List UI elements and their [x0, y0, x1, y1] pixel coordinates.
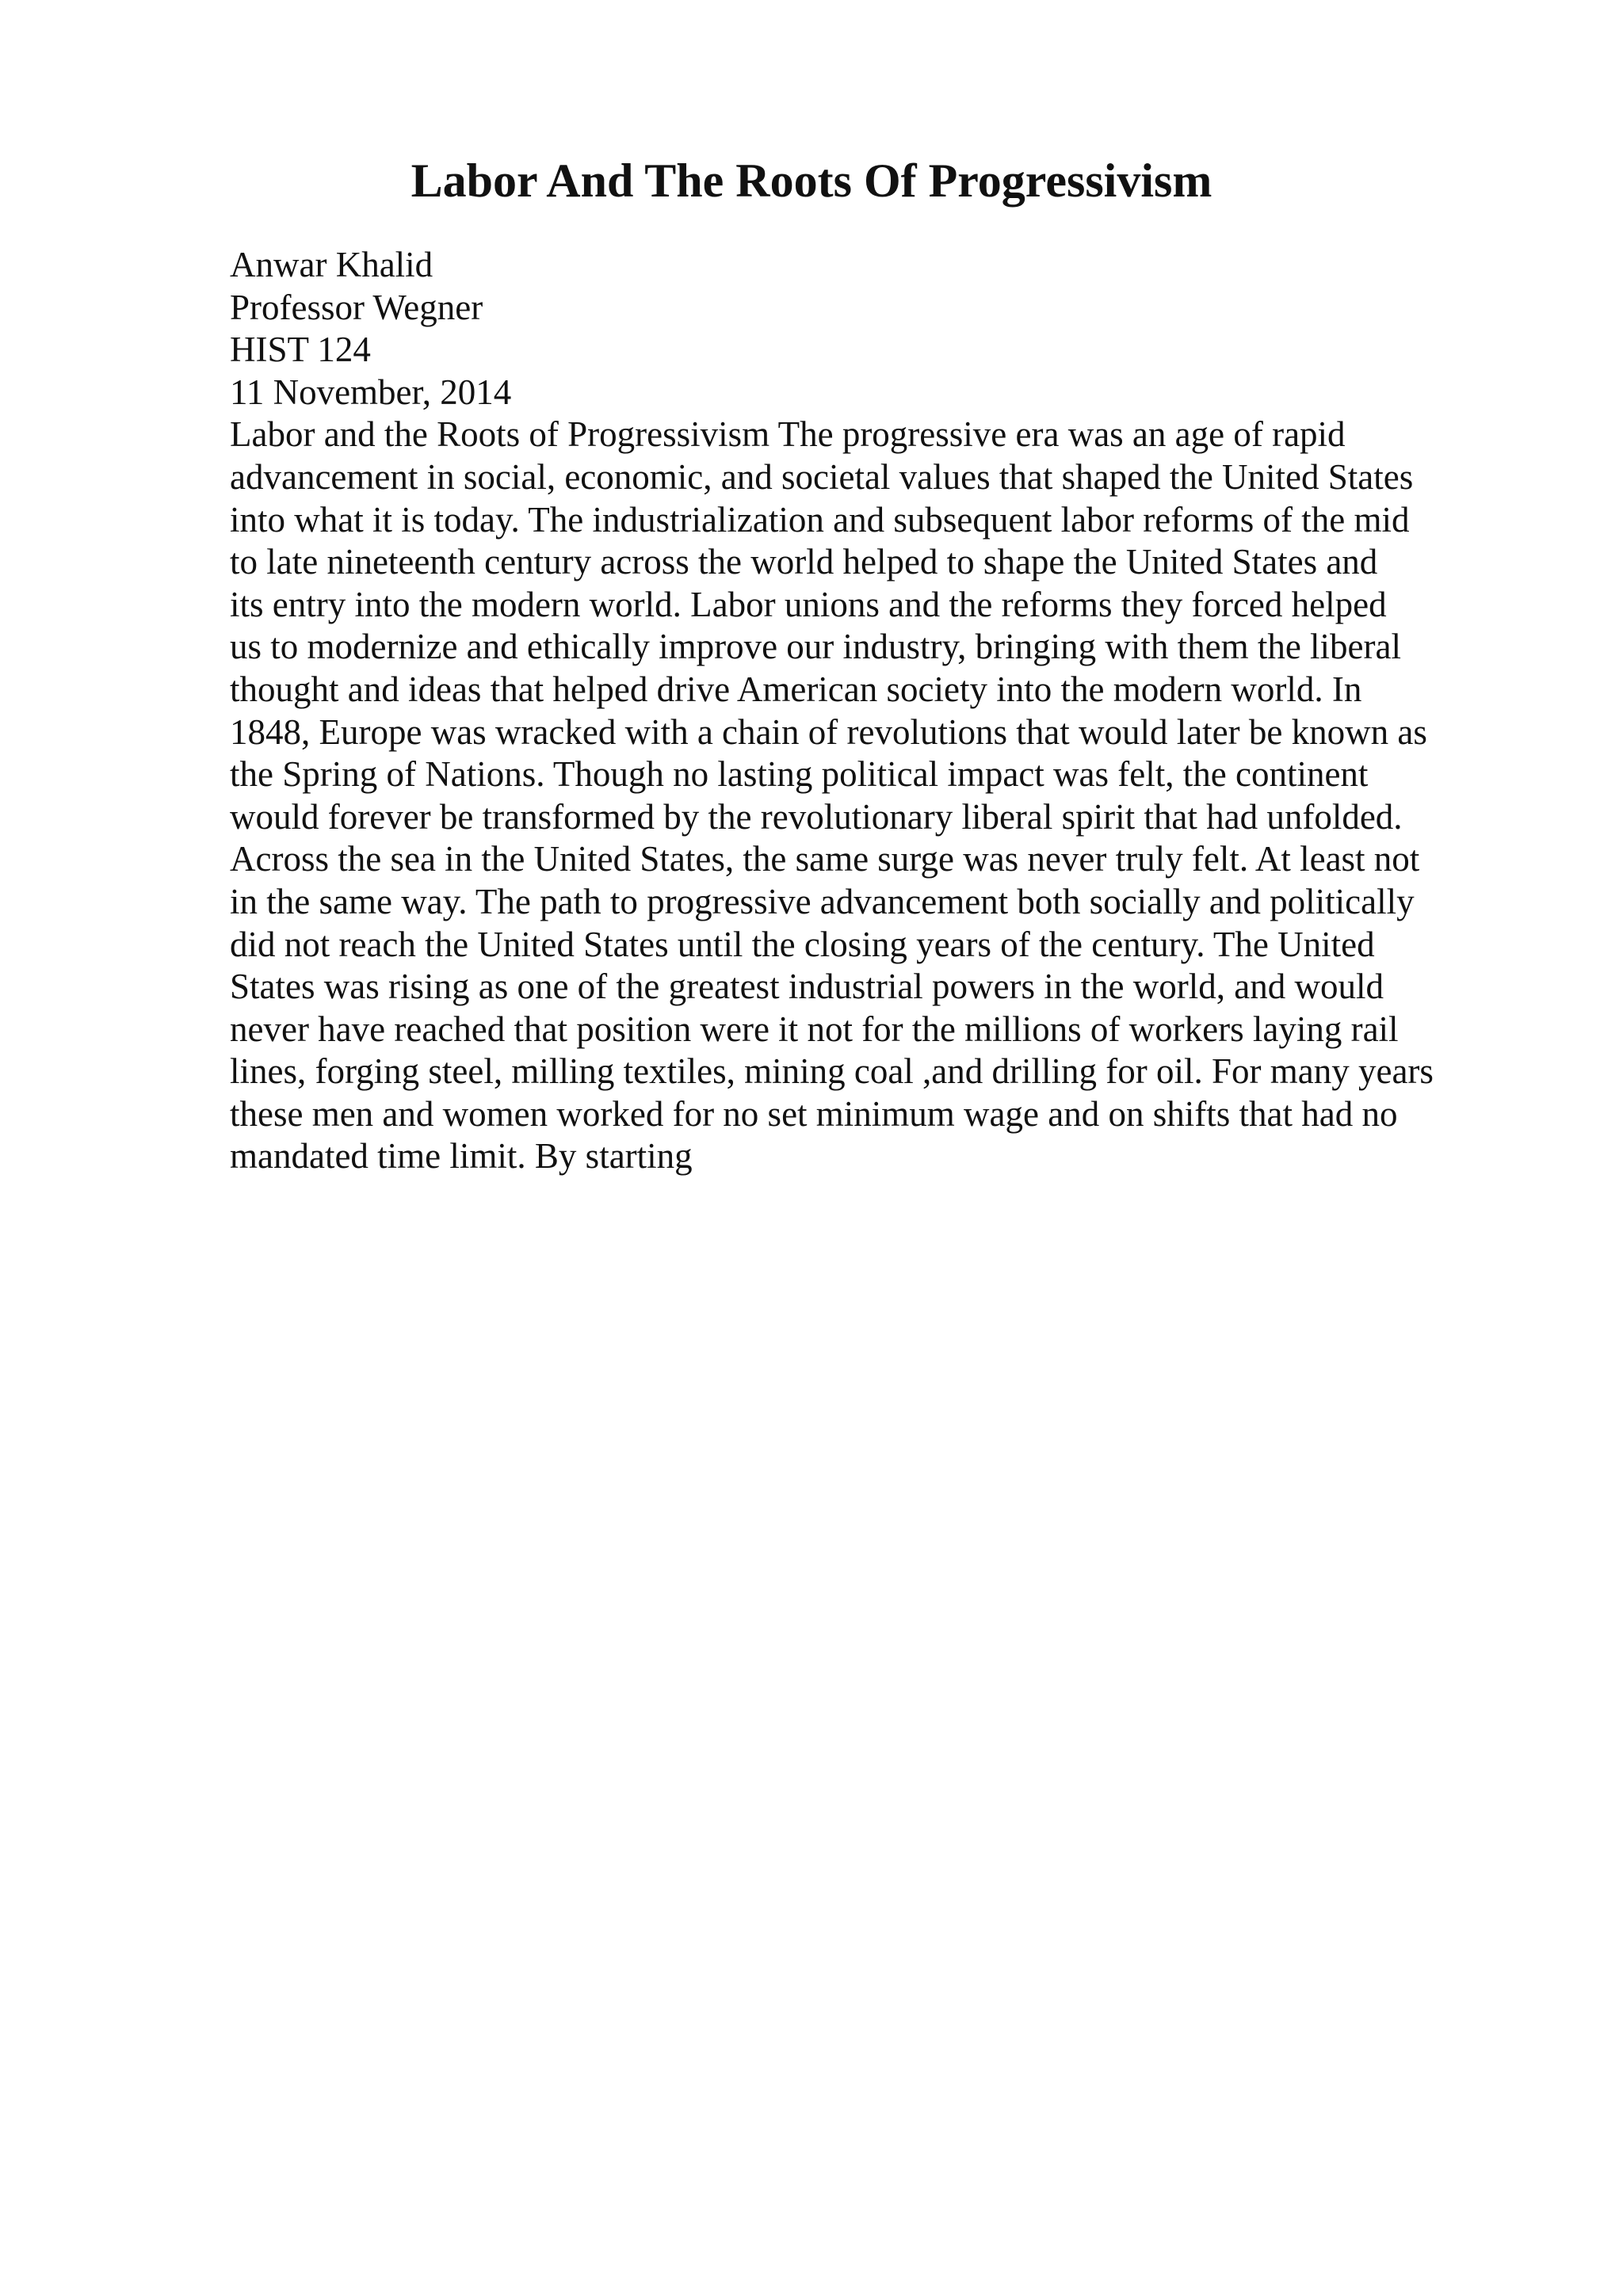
- body-line: thought and ideas that helped drive American society into the modern world. In: [230, 669, 1362, 709]
- document-date: 11 November, 2014: [230, 372, 512, 412]
- body-line: did not reach the United States until the closing years of the century. The United: [230, 924, 1375, 964]
- body-line: to late nineteenth century across the world helped to shape the United States and: [230, 542, 1378, 582]
- body-line: Across the sea in the United States, the same surge was never truly felt. At least not: [230, 839, 1420, 879]
- body-line: its entry into the modern world. Labor unions and the reforms they forced helped: [230, 584, 1387, 624]
- body-line: Labor and the Roots of Progressivism The progressive era was an age of rapid: [230, 414, 1346, 455]
- body-line: would forever be transformed by the revolutionary liberal spirit that had unfolded.: [230, 796, 1403, 837]
- body-line: States was rising as one of the greatest industrial powers in the world, and would: [230, 967, 1384, 1007]
- professor-name: Professor Wegner: [230, 287, 483, 327]
- body-line: into what it is today. The industrialization and subsequent labor reforms of the mid: [230, 499, 1410, 540]
- author-name: Anwar Khalid: [230, 245, 433, 284]
- body-line: in the same way. The path to progressive advancement both socially and politically: [230, 881, 1415, 921]
- body-line: never have reached that position were it not for the millions of workers laying rail: [230, 1009, 1399, 1049]
- body-line: 1848, Europe was wracked with a chain of revolutions that would later be known as: [230, 711, 1427, 752]
- body-line: these men and women worked for no set minimum wage and on shifts that had no: [230, 1093, 1398, 1134]
- body-line: us to modernize and ethically improve our industry, bringing with them the liberal: [230, 627, 1401, 667]
- body-line: mandated time limit. By starting: [230, 1136, 693, 1177]
- body-line: the Spring of Nations. Though no lasting political impact was felt, the continent: [230, 754, 1369, 795]
- body-line: lines, forging steel, milling textiles, mining coal ,and drilling for oil. For many years: [230, 1051, 1434, 1092]
- course-code: HIST 124: [230, 330, 371, 370]
- document-title: Labor And The Roots Of Progressivism: [411, 154, 1212, 207]
- document-body: [230, 244, 1498, 1178]
- body-line: advancement in social, economic, and societal values that shaped the United States: [230, 456, 1414, 497]
